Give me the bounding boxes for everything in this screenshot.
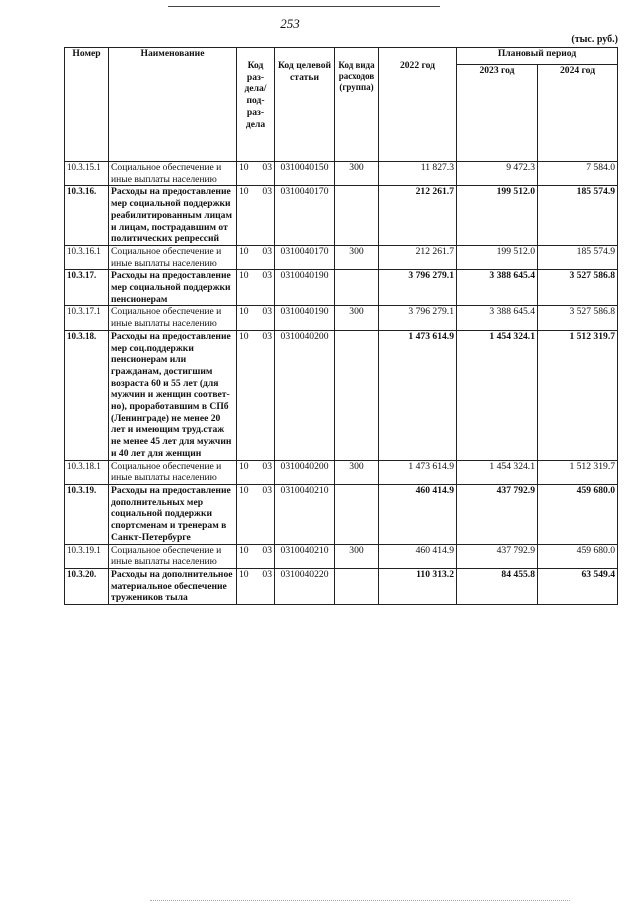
row-value-2024: 3 527 586.8: [538, 270, 618, 306]
table-row: [65, 306, 618, 330]
row-target-code: 0310040190: [275, 306, 335, 330]
subsection-code: 03: [262, 330, 272, 342]
row-target-code: 0310040150: [275, 162, 335, 186]
row-name: Социальное обеспечение и иные выплаты населению: [109, 162, 237, 186]
row-value-2023: 199 512.0: [457, 186, 538, 246]
row-expense-code: 300: [335, 245, 379, 269]
row-name: Расходы на предоставление мер соц.поддержки пенсионерам или гражданам, достигшим возраста 60 и 55 лет (для мужчин и женщин соответ-но), проработавшим в СПб (Ленинграде) не менее 20 лет и имеющим труд.стаж не менее 45 лет для мужчин и 40 лет для женщин: [109, 330, 237, 460]
row-section-code: [237, 484, 275, 544]
row-number: 10.3.18.: [65, 330, 109, 460]
table-row: [65, 186, 618, 246]
row-value-2024: 459 680.0: [538, 544, 618, 568]
row-value-2023: 437 792.9: [457, 484, 538, 544]
subsection-code: 03: [262, 186, 272, 198]
row-section-code: [237, 186, 275, 246]
row-value-2022: 460 414.9: [379, 544, 457, 568]
scan-edge: [150, 900, 570, 901]
section-code: 10: [239, 162, 249, 173]
row-value-2024: 3 527 586.8: [538, 306, 618, 330]
row-name: Расходы на предоставление дополнительных мер социальной поддержки спортсменам и тренерам в Санкт-Петербурге: [109, 484, 237, 544]
row-value-2022: 212 261.7: [379, 186, 457, 246]
row-value-2024: 459 680.0: [538, 484, 618, 544]
row-section-code: [237, 162, 275, 186]
row-value-2022: 1 473 614.9: [379, 460, 457, 484]
row-number: 10.3.16.: [65, 186, 109, 246]
table-row: [65, 245, 618, 269]
row-value-2024: 63 549.4: [538, 568, 618, 604]
row-number: 10.3.19.: [65, 484, 109, 544]
row-value-2024: 185 574.9: [538, 186, 618, 246]
row-expense-code: [335, 330, 379, 460]
row-number: 10.3.17.1: [65, 306, 109, 330]
row-value-2024: 1 512 319.7: [538, 330, 618, 460]
units-label: (тыс. руб.): [571, 34, 618, 45]
subsection-code: 03: [262, 162, 272, 173]
section-code: 10: [239, 306, 249, 318]
row-section-code: [237, 544, 275, 568]
subsection-code: 03: [262, 270, 272, 282]
row-value-2022: 11 827.3: [379, 162, 457, 186]
row-expense-code: 300: [335, 306, 379, 330]
row-expense-code: 300: [335, 460, 379, 484]
header-year-2023: 2023 год: [457, 65, 538, 162]
header-year-2022: 2022 год: [379, 48, 457, 162]
row-target-code: 0310040200: [275, 330, 335, 460]
table-row: [65, 544, 618, 568]
row-value-2023: 199 512.0: [457, 245, 538, 269]
section-code: 10: [239, 460, 249, 472]
row-value-2023: 9 472.3: [457, 162, 538, 186]
header-plan-period: Плановый период: [457, 48, 618, 65]
header-section-code: Код раз-дела/ под-раз-дела: [237, 48, 275, 162]
subsection-code: 03: [262, 544, 272, 556]
row-value-2022: 3 796 279.1: [379, 306, 457, 330]
row-value-2022: 1 473 614.9: [379, 330, 457, 460]
row-target-code: 0310040170: [275, 186, 335, 246]
row-number: 10.3.17.: [65, 270, 109, 306]
header-expense-code: Код вида расходов (группа): [335, 48, 379, 162]
table-row: [65, 162, 618, 186]
row-name: Социальное обеспечение и иные выплаты населению: [109, 306, 237, 330]
row-value-2022: 212 261.7: [379, 245, 457, 269]
row-expense-code: 300: [335, 162, 379, 186]
page-number: 253: [280, 16, 300, 31]
table-row: [65, 330, 618, 460]
subsection-code: 03: [262, 568, 272, 580]
row-number: 10.3.19.1: [65, 544, 109, 568]
row-number: 10.3.18.1: [65, 460, 109, 484]
row-target-code: 0310040190: [275, 270, 335, 306]
row-value-2023: 1 454 324.1: [457, 330, 538, 460]
row-number: 10.3.15.1: [65, 162, 109, 186]
row-expense-code: [335, 568, 379, 604]
row-number: 10.3.20.: [65, 568, 109, 604]
section-code: 10: [239, 544, 249, 556]
table-row: [65, 484, 618, 544]
row-value-2023: 3 388 645.4: [457, 306, 538, 330]
row-section-code: [237, 568, 275, 604]
row-section-code: [237, 245, 275, 269]
row-value-2022: 110 313.2: [379, 568, 457, 604]
row-target-code: 0310040220: [275, 568, 335, 604]
row-name: Расходы на дополнительное материальное обеспечение тружеников тыла: [109, 568, 237, 604]
row-value-2024: 7 584.0: [538, 162, 618, 186]
table-row: [65, 270, 618, 306]
row-value-2022: 460 414.9: [379, 484, 457, 544]
section-code: 10: [239, 245, 249, 257]
row-value-2024: 185 574.9: [538, 245, 618, 269]
row-value-2023: 3 388 645.4: [457, 270, 538, 306]
row-target-code: 0310040210: [275, 484, 335, 544]
row-value-2024: 1 512 319.7: [538, 460, 618, 484]
subsection-code: 03: [262, 245, 272, 257]
header-year-2024: 2024 год: [538, 65, 618, 162]
row-section-code: [237, 460, 275, 484]
row-expense-code: 300: [335, 544, 379, 568]
table-row: [65, 460, 618, 484]
row-name: Социальное обеспечение и иные выплаты населению: [109, 460, 237, 484]
subsection-code: 03: [262, 460, 272, 472]
row-section-code: [237, 270, 275, 306]
header-target-code: Код целевой статьи: [275, 48, 335, 162]
header-name: Наименование: [109, 48, 237, 162]
subsection-code: 03: [262, 484, 272, 496]
row-expense-code: [335, 186, 379, 246]
section-code: 10: [239, 484, 249, 496]
row-name: Расходы на предоставление мер социальной поддержки пенсионерам: [109, 270, 237, 306]
row-expense-code: [335, 270, 379, 306]
budget-table: [64, 47, 618, 605]
row-value-2023: 1 454 324.1: [457, 460, 538, 484]
row-name: Расходы на предоставление мер социальной поддержки реабилитированным лицам и лицам, пострадавшим от политических репрессий: [109, 186, 237, 246]
row-name: Социальное обеспечение и иные выплаты населению: [109, 544, 237, 568]
section-code: 10: [239, 330, 249, 342]
row-target-code: 0310040210: [275, 544, 335, 568]
table-row: [65, 568, 618, 604]
row-section-code: [237, 306, 275, 330]
row-target-code: 0310040200: [275, 460, 335, 484]
section-code: 10: [239, 186, 249, 198]
row-target-code: 0310040170: [275, 245, 335, 269]
section-code: 10: [239, 270, 249, 282]
row-number: 10.3.16.1: [65, 245, 109, 269]
top-rule: [168, 6, 440, 7]
table-body: [65, 162, 618, 605]
header-number: Номер: [65, 48, 109, 162]
row-section-code: [237, 330, 275, 460]
row-value-2023: 84 455.8: [457, 568, 538, 604]
subsection-code: 03: [262, 306, 272, 318]
row-value-2022: 3 796 279.1: [379, 270, 457, 306]
row-expense-code: [335, 484, 379, 544]
section-code: 10: [239, 568, 249, 580]
row-name: Социальное обеспечение и иные выплаты населению: [109, 245, 237, 269]
row-value-2023: 437 792.9: [457, 544, 538, 568]
